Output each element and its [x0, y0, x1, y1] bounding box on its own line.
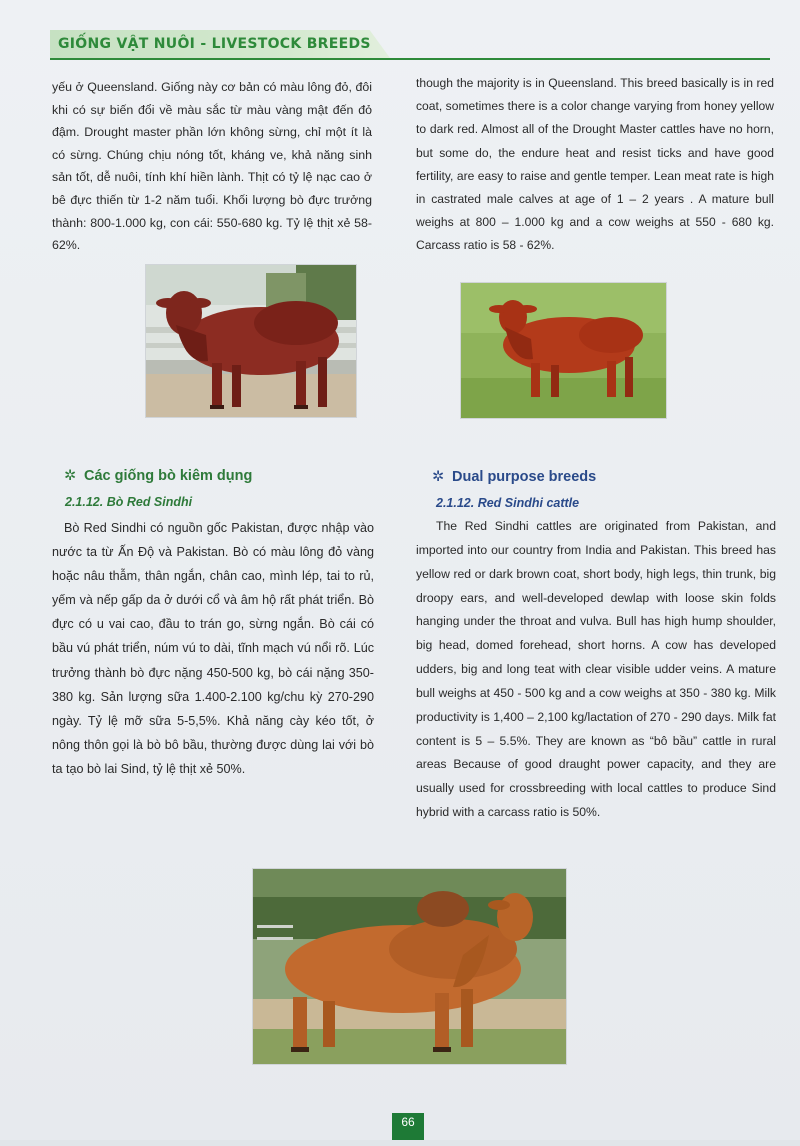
section-heading-en-text: Dual purpose breeds: [452, 469, 597, 485]
section-heading-en: [432, 469, 596, 485]
section-heading-vi-text: Các giống bò kiêm dụng: [84, 468, 253, 484]
body-paragraph-vi: Bò Red Sindhi có nguồn gốc Pakistan, được nhập vào nước ta từ Ấn Độ và Pakistan. Bò có màu lông đỏ vàng hoặc nâu thẫm, thân ngắn, chân cao, mình lép, tai to rủ, yếm và nếp gấp da ở dưới cổ và âm hộ rất phát triển. Bò đực có u vai cao, đầu to trán go, sừng ngắn. Bò cái có bầu vú phát triển, núm vú to dài, tĩnh mạch vú nổi rõ. Lúc trưởng thành bò đực nặng 450-500 kg, bò cái nặng 350-380 kg. Sản lượng sữa 1.400-2.100 kg/chu kỳ 270-290 ngày. Tỷ lệ mỡ sữa 5-5,5%. Khả năng cày kéo tốt, ở nông thôn gọi là bò bô bầu, thường được dùng lai với bò ta tạo bò lai Sind, tỷ lệ thịt xẻ 50%.: [52, 521, 374, 776]
subheading-en: 2.1.12. Red Sindhi cattle: [436, 496, 580, 510]
drought-master-bull-photo: [145, 264, 357, 418]
bullet-star-icon: ✲: [432, 469, 445, 485]
red-sindhi-bull-photo: [252, 868, 567, 1065]
subheading-vi: 2.1.12. Bò Red Sindhi: [65, 495, 193, 509]
top-paragraph-en: though the majority is in Queensland. This breed basically is in red coat, sometimes there is a color change varying from honey yellow to dark red. Almost all of the Drought Master cattles have no horn, but some do, the endure heat and resist ticks and have good fertility, are easy to raise and gentle temper. Lean meat rate is high in castrated male calves at age of 1 – 2 years . A mature bull weighs at 800 – 1.000 kg and a cow weighs at 550 - 680 kg. Carcass ratio is 58 - 62%.: [416, 76, 774, 253]
bottom-band: [0, 1140, 800, 1146]
header-rule: [50, 58, 770, 60]
page-number: 66: [392, 1113, 424, 1146]
top-paragraph-vi: yếu ở Queensland. Giống này cơ bản có màu lông đỏ, đôi khi có sự biến đổi về màu sắc từ màu vàng mật đến đỏ đậm. Drought master phần lớn không sừng, chỉ một ít là có sừng. Chúng chịu nóng tốt, kháng ve, khả năng sinh sản tốt, dễ nuôi, tính khí hiền lành. Thịt có tỷ lệ nạc cao ở bê đực thiến từ 1-2 năm tuổi. Khối lượng bò đực trưởng thành: 800-1.000 kg, con cái: 550-680 kg. Tỷ lệ thịt xẻ 58-62%.: [52, 80, 372, 253]
body-paragraph-en: The Red Sindhi cattles are originated from Pakistan, and imported into our country from India and Pakistan. This breed has yellow red or dark brown coat, short body, high legs, thin trunk, big droopy ears, and well-developed dewlap with loose skin folds hanging under the throat and vulva. Bull has high hump shoulder, big head, domed forehead, short horns. A cow has developed udders, big and long teat with clear visible udder veins. A mature bull weighs at 450 - 500 kg and a cow weighs at 350 - 380 kg. Milk productivity is 1,400 – 2,100 kg/lactation of 270 - 290 days. Milk fat content is 5 – 5.5%. They are known as “bô bầu” cattle in rural areas Because of good draught power capacity, and they are usually used for crossbreeding with local cattles to produce Sind hybrid with a carcass ratio is 50%.: [416, 519, 776, 820]
drought-master-cow-photo: [460, 282, 667, 419]
section-heading-vi: [64, 468, 252, 484]
header-title: GIỐNG VẬT NUÔI - LIVESTOCK BREEDS: [58, 36, 371, 52]
bullet-star-icon: ✲: [64, 468, 77, 484]
